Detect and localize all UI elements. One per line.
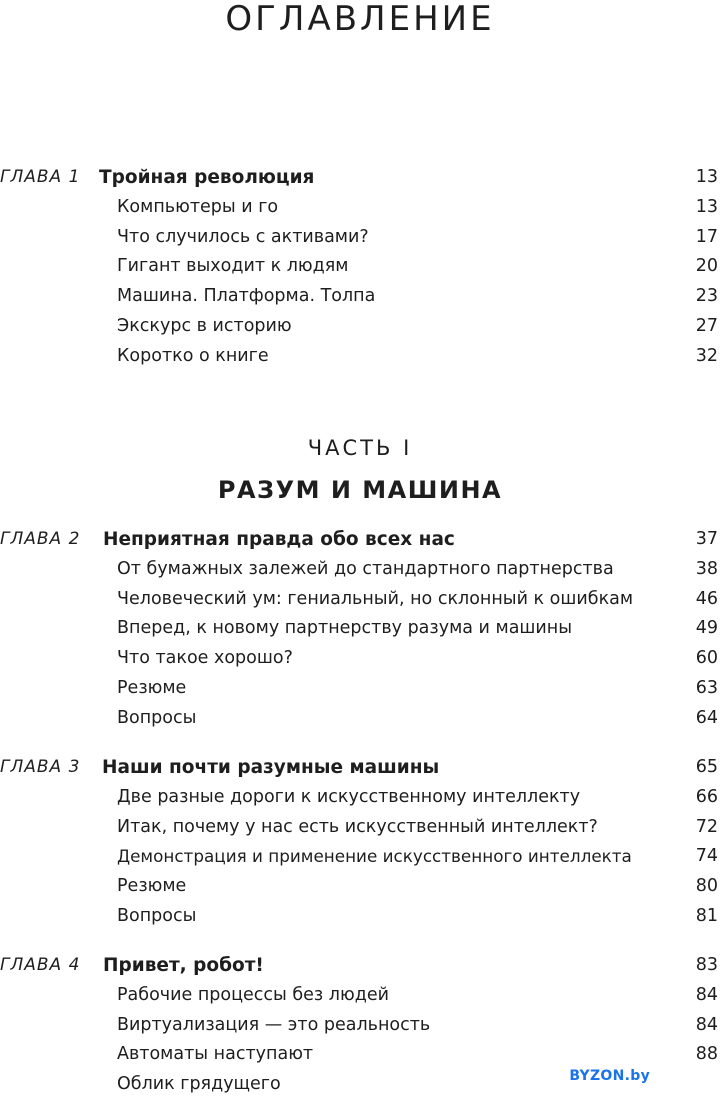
section-title: Экскурс в историю xyxy=(117,315,292,336)
chapter-title: Привет, робот! xyxy=(103,955,264,976)
section-row[interactable] xyxy=(0,1040,720,1070)
chapter-1 xyxy=(0,163,720,372)
section-row[interactable] xyxy=(0,252,720,282)
page-number: 38 xyxy=(695,558,718,579)
section-row[interactable] xyxy=(0,644,720,674)
section-title: Вопросы xyxy=(117,905,197,926)
chapter-title: Неприятная правда обо всех нас xyxy=(103,529,455,550)
section-title: От бумажных залежей до стандартного партнерства xyxy=(117,558,614,579)
page-number: 65 xyxy=(695,757,718,777)
chapter-label: ГЛАВА 2 xyxy=(0,529,81,549)
section-title: Резюме xyxy=(117,677,187,698)
page-number: 84 xyxy=(695,1014,718,1035)
section-row[interactable] xyxy=(0,813,720,843)
page-number: 83 xyxy=(695,955,718,975)
page-number: 84 xyxy=(695,984,718,1005)
page-number: 72 xyxy=(695,816,718,837)
section-title: Гигант выходит к людям xyxy=(117,256,349,277)
section-row[interactable] xyxy=(0,614,720,644)
chapter-heading-row[interactable] xyxy=(0,163,720,193)
page-number: 27 xyxy=(695,315,718,336)
section-row[interactable] xyxy=(0,282,720,312)
section-row[interactable] xyxy=(0,555,720,585)
page-number: 13 xyxy=(695,167,718,187)
page-number: 81 xyxy=(695,905,718,926)
section-row[interactable] xyxy=(0,783,720,813)
section-row[interactable] xyxy=(0,223,720,253)
section-row[interactable] xyxy=(0,1011,720,1041)
section-row[interactable] xyxy=(0,585,720,615)
chapter-title: Наши почти разумные машины xyxy=(102,757,440,778)
page-number: 63 xyxy=(695,677,718,698)
part-title: РАЗУМ И МАШИНА xyxy=(217,476,503,504)
chapter-heading-row[interactable] xyxy=(0,525,720,555)
section-title: Рабочие процессы без людей xyxy=(117,984,389,1005)
chapter-label: ГЛАВА 4 xyxy=(0,955,81,975)
section-title: Вопросы xyxy=(117,707,197,728)
section-title: Машина. Платформа. Толпа xyxy=(117,286,376,307)
section-title: Автоматы наступают xyxy=(117,1044,314,1065)
section-title: Что такое хорошо? xyxy=(117,648,293,669)
section-title: Вперед, к новому партнерству разума и машины xyxy=(117,618,573,639)
page-number: 20 xyxy=(695,256,718,277)
section-row[interactable] xyxy=(0,704,720,734)
chapter-label: ГЛАВА 1 xyxy=(0,167,81,187)
section-row[interactable] xyxy=(0,674,720,704)
section-title: Резюме xyxy=(117,876,187,897)
page-number: 74 xyxy=(695,846,718,867)
section-title: Виртуализация — это реальность xyxy=(117,1014,431,1035)
page-number: 17 xyxy=(695,226,718,247)
page-number: 64 xyxy=(695,707,718,728)
section-title: Компьютеры и го xyxy=(117,196,279,217)
section-title: Две разные дороги к искусственному интеллекту xyxy=(117,786,581,807)
section-row[interactable] xyxy=(0,902,720,932)
page-number: 32 xyxy=(695,345,718,366)
part-label: ЧАСТЬ I xyxy=(307,436,413,460)
page-title: ОГЛАВЛЕНИЕ xyxy=(225,0,495,39)
page-number: 66 xyxy=(695,786,718,807)
section-row[interactable] xyxy=(0,193,720,223)
chapter-3 xyxy=(0,753,720,932)
section-title: Коротко о книге xyxy=(117,345,269,366)
watermark-logo: BYZON.by xyxy=(569,1068,650,1084)
section-title: Демонстрация и применение искусственного интеллекта xyxy=(117,846,632,867)
section-row[interactable] xyxy=(0,981,720,1011)
page-number: 80 xyxy=(695,876,718,897)
chapter-heading-row[interactable] xyxy=(0,753,720,783)
section-title: Человеческий ум: гениальный, но склонный к ошибкам xyxy=(117,588,634,609)
section-title: Итак, почему у нас есть искусственный интеллект? xyxy=(117,816,598,837)
chapter-heading-row[interactable] xyxy=(0,951,720,981)
page-number: 46 xyxy=(695,588,718,609)
page-number: 23 xyxy=(695,286,718,307)
page-number: 49 xyxy=(695,618,718,639)
section-row[interactable] xyxy=(0,872,720,902)
section-title: Что случилось с активами? xyxy=(117,226,369,247)
section-row[interactable] xyxy=(0,312,720,342)
chapter-title: Тройная революция xyxy=(99,167,315,188)
chapter-label: ГЛАВА 3 xyxy=(0,757,81,777)
page-number: 37 xyxy=(695,529,718,549)
section-row[interactable] xyxy=(0,842,720,872)
page-number: 60 xyxy=(695,648,718,669)
page-number: 88 xyxy=(695,1044,718,1065)
chapter-2 xyxy=(0,525,720,734)
section-row[interactable] xyxy=(0,342,720,372)
section-title: Облик грядущего xyxy=(117,1074,281,1095)
page-number: 13 xyxy=(695,196,718,217)
